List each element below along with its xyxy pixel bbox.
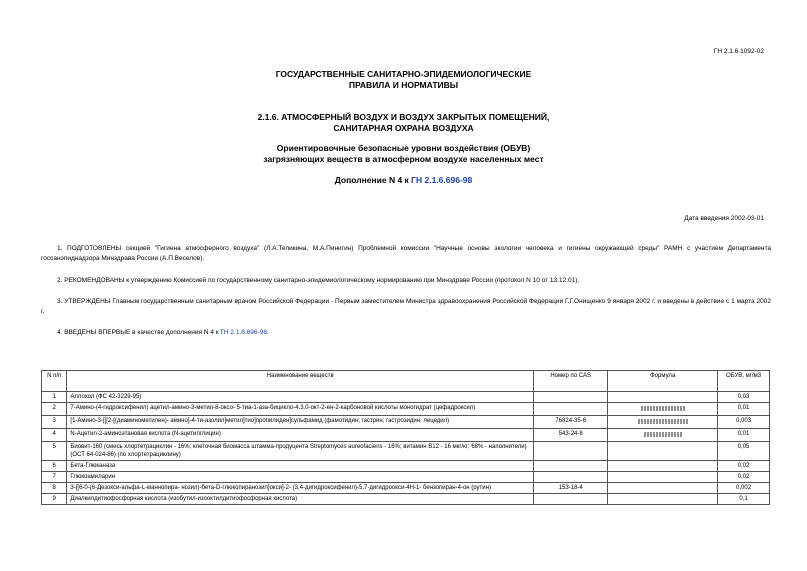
cell-num: 1 — [42, 392, 67, 403]
paragraph-4-prefix: 4. ВВЕДЕНЫ ВПЕРВЫЕ в качестве дополнения N 4 к — [57, 329, 221, 336]
cell-formula — [608, 442, 718, 461]
table-row — [42, 403, 770, 416]
main-title-line2: ПРАВИЛА И НОРМАТИВЫ — [348, 80, 459, 90]
cell-name: [1-Амино-3-[[[2-[(диаминометилен)- амино]-4-ти-азолил]метил]тио]пропилиден]сульфамид (фамотидин; гастрин; гастрозидин; лецедил) — [67, 416, 534, 429]
cell-cas — [534, 442, 608, 461]
section-title — [0, 112, 807, 134]
cell-cas — [534, 392, 608, 403]
cell-num: 7 — [42, 472, 67, 483]
table-row — [42, 472, 770, 483]
subtitle — [0, 143, 807, 165]
cell-obuv: 0,003 — [718, 416, 770, 429]
cell-name: Аллохол (ФС 42-3229-95) — [67, 392, 534, 403]
cell-obuv: 0,02 — [718, 461, 770, 472]
header-cas: Номер по CAS — [534, 371, 608, 392]
cell-obuv: 0,1 — [718, 494, 770, 505]
paragraph-4-link[interactable]: ГН 2.1.6.696-98 — [220, 329, 267, 336]
cell-cas: 543-24-8 — [534, 429, 608, 442]
cell-formula — [608, 403, 718, 416]
cell-name: Бета-Глюканаза — [67, 461, 534, 472]
paragraph-2-text: 2. РЕКОМЕНДОВАНЫ к утверждению Комиссией по государственному санитарно-эпидемиологическому нормированию при Минздраве России (протокол N 10 от 13.12.01). — [57, 277, 580, 284]
cell-name: Биовит-160 (смесь хлортетрациклин - 16%; клеточная биомасса штамма-продуцента Streptomyces aureofaciens - 16%; витамин B12 - 16 мкг/кг; 68% - наполнители) (ОСТ 64-024-86) (по хлортетрациклину) — [67, 442, 534, 461]
subtitle-line2: загрязняющих веществ в атмосферном воздухе населенных мест — [263, 154, 544, 164]
cell-num: 5 — [42, 442, 67, 461]
subtitle-line1: Ориентировочные безопасные уровни воздействия (ОБУВ) — [276, 143, 531, 153]
formula-image — [638, 419, 688, 424]
main-title — [0, 69, 807, 91]
cell-cas — [534, 403, 608, 416]
paragraph-3-text: 3. УТВЕРЖДЕНЫ Главным государственным санитарным врачом Российской Федерации - Первым заместителем Министра здравоохранения Российской Федерации Г.Г.Онищенко 9 января 2002 г. и введены в действие с 1 марта 2002 г. — [41, 298, 771, 315]
cell-num: 4 — [42, 429, 67, 442]
paragraph-4 — [41, 328, 771, 338]
cell-cas — [534, 461, 608, 472]
header-num: N п/п — [42, 371, 67, 392]
header-obuv: ОБУВ, мг/м3 — [718, 371, 770, 392]
addendum-title — [0, 175, 807, 186]
substances-table — [41, 370, 770, 505]
header-name: Наименование веществ — [67, 371, 534, 392]
table-row — [42, 416, 770, 429]
cell-formula — [608, 416, 718, 429]
cell-formula — [608, 494, 718, 505]
formula-image — [644, 432, 682, 437]
document-code: ГН 2.1.6.1092-02 — [713, 48, 764, 55]
paragraph-3 — [41, 297, 771, 317]
addendum-link[interactable]: ГН 2.1.6.696-98 — [411, 175, 473, 185]
table-row — [42, 461, 770, 472]
cell-num: 8 — [42, 483, 67, 494]
main-title-line1: ГОСУДАРСТВЕННЫЕ САНИТАРНО-ЭПИДЕМИОЛОГИЧЕСКИЕ — [275, 69, 532, 79]
cell-formula — [608, 483, 718, 494]
table-row — [42, 442, 770, 461]
table-header-row — [42, 371, 770, 392]
section-title-line1: 2.1.6. АТМОСФЕРНЫЙ ВОЗДУХ И ВОЗДУХ ЗАКРЫТЫХ ПОМЕЩЕНИЙ, — [257, 112, 550, 122]
cell-cas — [534, 472, 608, 483]
cell-obuv: 0,002 — [718, 483, 770, 494]
table-row — [42, 483, 770, 494]
cell-formula — [608, 429, 718, 442]
header-formula: Формула — [608, 371, 718, 392]
formula-image — [641, 406, 685, 411]
addendum-prefix: Дополнение N 4 к — [334, 175, 412, 185]
cell-num: 2 — [42, 403, 67, 416]
table-row — [42, 392, 770, 403]
cell-num: 6 — [42, 461, 67, 472]
paragraph-1-text: 1. ПОДГОТОВЛЕНЫ секцией "Гигиена атмосферного воздуха" (Л.А.Тепикина, М.А.Пинигин) Проблемной комиссии "Научные основы экологии человека и гигиены окружающей среды" РАМН с участием Департамента госсанэпиднадзора Минздрава России (А.П.Веселов). — [41, 245, 771, 262]
paragraph-2 — [41, 276, 771, 286]
cell-obuv: 0,02 — [718, 472, 770, 483]
cell-name: Диалкилдитиофосфорная кислота (изобутил-изооктилдитиофосфорная кислота) — [67, 494, 534, 505]
cell-cas: 76824-35-6 — [534, 416, 608, 429]
cell-obuv: 0,01 — [718, 429, 770, 442]
cell-num: 9 — [42, 494, 67, 505]
cell-obuv: 0,05 — [718, 442, 770, 461]
cell-name: N-Ацетил-2-аминоэтановая кислота (N-ацетилглицин) — [67, 429, 534, 442]
paragraph-4-suffix: . — [266, 329, 269, 336]
intro-date: Дата введения 2002-03-01 — [684, 215, 764, 222]
cell-obuv: 0,01 — [718, 403, 770, 416]
cell-name: 7-Амино-(4-гидроксифенил) ацетил-амино-3-метил-8-оксо- 5-тиа-1-аза-бицикло-4.3.0-окт-2-ен-2-карбоновой кислоты моногидрат (цефадроксил) — [67, 403, 534, 416]
cell-cas — [534, 494, 608, 505]
cell-formula — [608, 472, 718, 483]
cell-name: Глюкоамиларин — [67, 472, 534, 483]
table-body — [42, 392, 770, 505]
cell-num: 3 — [42, 416, 67, 429]
cell-name: 3-[[6-0-(6-Дезокси-альфа-L-маннопира- нозил)-бета-D-глюкопиранозил]окси]-2- (3,4-дигидроксифенил)-5,7-дигидроокси-4Н-1- бензопиран-4-он (рутин) — [67, 483, 534, 494]
cell-obuv: 0,03 — [718, 392, 770, 403]
section-title-line2: САНИТАРНАЯ ОХРАНА ВОЗДУХА — [333, 123, 474, 133]
cell-cas: 153-18-4 — [534, 483, 608, 494]
table-row — [42, 494, 770, 505]
paragraph-1 — [41, 244, 771, 264]
cell-formula — [608, 392, 718, 403]
cell-formula — [608, 461, 718, 472]
table-row — [42, 429, 770, 442]
